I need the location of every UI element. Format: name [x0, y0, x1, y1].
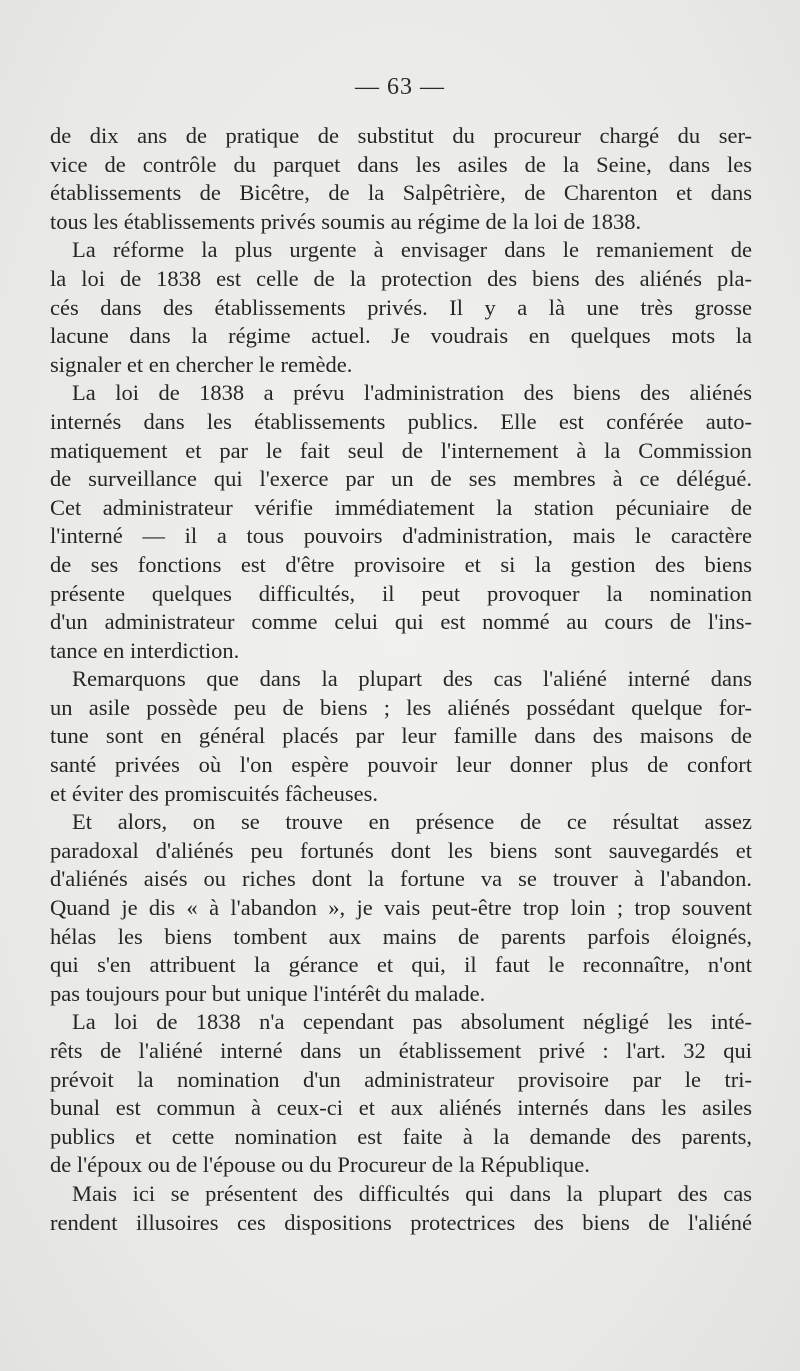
text-line: matiquement et par le fait seul de l'internement à la Commission [50, 437, 752, 463]
text-line: Remarquons que dans la plupart des cas l'aliéné interné dans [72, 666, 752, 692]
text-line: tous les établissements privés soumis au régime de la loi de 1838. [50, 208, 642, 234]
text-line: qui s'en attribuent la gérance et qui, il faut le reconnaître, n'ont [50, 952, 752, 978]
text-line: de surveillance qui l'exerce par un de ses membres à ce délégué. [50, 466, 752, 492]
text-line: publics et cette nomination est faite à la demande des parents, [50, 1123, 752, 1149]
text-line: signaler et en chercher le remède. [50, 351, 353, 377]
text-line: de dix ans de pratique de substitut du procureur chargé du ser- [50, 123, 752, 148]
text-line: lacune dans la régime actuel. Je voudrais en quelques mots la [50, 323, 752, 349]
text-line: vice de contrôle du parquet dans les asiles de la Seine, dans les [50, 151, 752, 177]
text-line: tance en interdiction. [50, 637, 240, 663]
text-line: de ses fonctions est d'être provisoire et si la gestion des biens [50, 551, 752, 577]
text-line: pas toujours pour but unique l'intérêt du malade. [50, 980, 486, 1006]
text-line: bunal est commun à ceux-ci et aux aliénés internés dans les asiles [50, 1095, 752, 1121]
text-line: établissements de Bicêtre, de la Salpêtrière, de Charenton et dans [50, 180, 752, 206]
text-line: hélas les biens tombent aux mains de parents parfois éloignés, [50, 923, 752, 949]
text-line: tune sont en général placés par leur famille dans des maisons de [50, 723, 752, 749]
text-line: de l'époux ou de l'épouse ou du Procureur de la République. [50, 1152, 590, 1178]
text-line: l'interné — il a tous pouvoirs d'administration, mais le caractère [50, 523, 752, 549]
text-line: un asile possède peu de biens ; les aliénés possédant quelque for- [50, 694, 752, 720]
text-line: la loi de 1838 est celle de la protection des biens des aliénés pla- [50, 265, 752, 291]
text-line: d'aliénés aisés ou riches dont la fortune va se trouver à l'abandon. [50, 866, 752, 892]
text-line: Et alors, on se trouve en présence de ce résultat assez [72, 809, 752, 835]
text-line: et éviter des promiscuités fâcheuses. [50, 780, 379, 806]
text-line: Cet administrateur vérifie immédiatement la station pécuniaire de [50, 494, 752, 520]
text-line: rêts de l'aliéné interné dans un établissement privé : l'art. 32 qui [50, 1038, 752, 1063]
text-line: santé privées où l'on espère pouvoir leur donner plus de confort [50, 752, 752, 778]
text-line: Mais ici se présentent des difficultés qui dans la plupart des cas [72, 1180, 752, 1206]
text-line: La loi de 1838 n'a cependant pas absolument négligé les inté- [72, 1009, 752, 1035]
page-number: — 63 — [355, 74, 445, 100]
text-line: La loi de 1838 a prévu l'administration des biens des aliénés [72, 380, 752, 406]
text-line: présente quelques difficultés, il peut provoquer la nomination [50, 580, 752, 606]
text-line: Quand je dis « à l'abandon », je vais peut-être trop loin ; trop souvent [50, 895, 752, 921]
body-text [50, 122, 752, 1237]
text-line: La réforme la plus urgente à envisager dans le remaniement de [72, 237, 752, 263]
text-line: cés dans des établissements privés. Il y a là une très grosse [50, 294, 752, 320]
text-line: rendent illusoires ces dispositions protectrices des biens de l'aliéné [50, 1209, 752, 1235]
text-line: d'un administrateur comme celui qui est nommé au cours de l'ins- [50, 609, 752, 635]
text-line: paradoxal d'aliénés peu fortunés dont les biens sont sauvegardés et [50, 837, 752, 863]
text-line: prévoit la nomination d'un administrateur provisoire par le tri- [50, 1066, 752, 1092]
text-line: internés dans les établissements publics. Elle est conférée auto- [50, 408, 752, 434]
